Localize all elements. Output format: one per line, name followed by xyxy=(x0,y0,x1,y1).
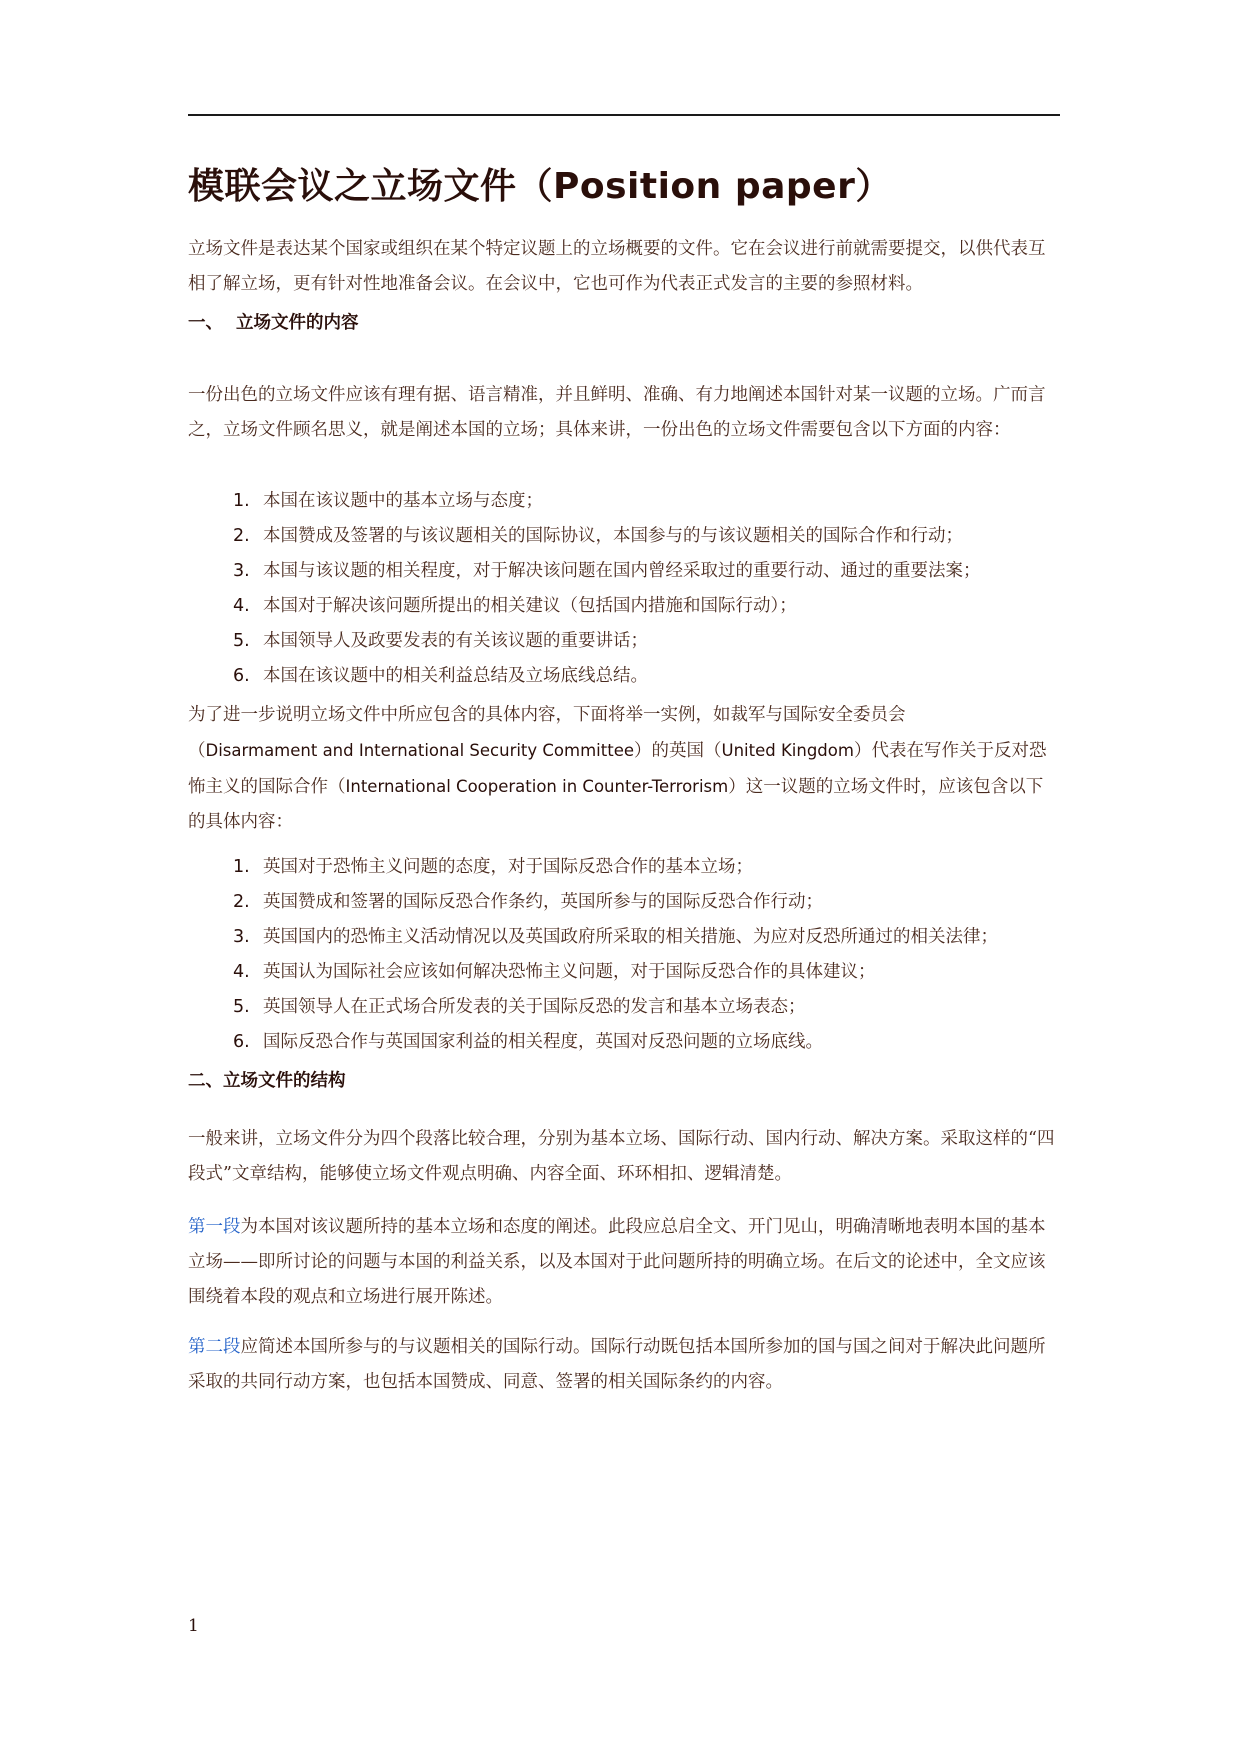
list-item: 2. 英国赞成和签署的国际反恐合作条约，英国所参与的国际反恐合作行动； xyxy=(233,892,823,912)
list-item: 4. 英国认为国际社会应该如何解决恐怖主义问题，对于国际反恐合作的具体建议； xyxy=(233,962,876,982)
first-paragraph-description: 第一段为本国对该议题所持的基本立场和态度的阐述。此段应总启全文、开门见山，明确清晰地表明本国的基本立场——即所讨论的问题与本国的利益关系，以及本国对于此问题所持的明确立场。在后文的论述中，全文应该围绕着本段的观点和立场进行展开陈述。 xyxy=(188,1217,1046,1307)
section-2-heading: 二、立场文件的结构 xyxy=(188,1071,346,1091)
header-rule xyxy=(188,114,1060,116)
list-item: 5. 英国领导人在正式场合所发表的关于国际反恐的发言和基本立场表态； xyxy=(233,997,806,1017)
highlight-second-paragraph: 第二段 xyxy=(188,1337,241,1357)
section-1-heading xyxy=(188,306,1060,341)
document-title: 模联会议之立场文件（Position paper） xyxy=(188,166,892,207)
section-1-number: 一、 xyxy=(188,313,223,333)
list-item: 6. 本国在该议题中的相关利益总结及立场底线总结。 xyxy=(233,666,648,686)
list-item: 6. 国际反恐合作与英国国家利益的相关程度，英国对反恐问题的立场底线。 xyxy=(233,1032,823,1052)
content-list xyxy=(233,484,1060,694)
list-item: 1. 本国在该议题中的基本立场与态度； xyxy=(233,491,543,511)
list-item: 3. 本国与该议题的相关程度，对于解决该问题在国内曾经采取过的重要行动、通过的重要法案； xyxy=(233,561,981,581)
intro-paragraph: 立场文件是表达某个国家或组织在某个特定议题上的立场概要的文件。它在会议进行前就需要提交，以供代表互相了解立场，更有针对性地准备会议。在会议中，它也可作为代表正式发言的主要的参照材料。 xyxy=(188,239,1046,294)
list-item: 4. 本国对于解决该问题所提出的相关建议（包括国内措施和国际行动）； xyxy=(233,596,797,616)
section-1-title: 立场文件的内容 xyxy=(236,313,359,333)
example-list xyxy=(233,850,1060,1060)
list-item: 5. 本国领导人及政要发表的有关该议题的重要讲话； xyxy=(233,631,648,651)
second-paragraph-description: 第二段应简述本国所参与的与议题相关的国际行动。国际行动既包括本国所参加的国与国之间对于解决此问题所采取的共同行动方案，也包括本国赞成、同意、签署的相关国际条约的内容。 xyxy=(188,1337,1046,1392)
section-1-paragraph: 一份出色的立场文件应该有理有据、语言精准，并且鲜明、准确、有力地阐述本国针对某一议题的立场。广而言之，立场文件顾名思义，就是阐述本国的立场；具体来讲，一份出色的立场文件需要包含以下方面的内容： xyxy=(188,385,1046,440)
highlight-first-paragraph: 第一段 xyxy=(188,1217,241,1237)
section-2-paragraph: 一般来讲，立场文件分为四个段落比较合理，分别为基本立场、国际行动、国内行动、解决方案。采取这样的“四段式”文章结构，能够使立场文件观点明确、内容全面、环环相扣、逻辑清楚。 xyxy=(188,1129,1055,1184)
page-number: 1 xyxy=(188,1616,199,1636)
example-paragraph: 为了进一步说明立场文件中所应包含的具体内容，下面将举一实例，如裁军与国际安全委员会 （Disarmament and International Security Committee）的英国（United Kingdom）代表在写作关于反对恐怖主义的国际合作（International Cooperation in Counter-Terrorism）这一议题的立场文件时，应该包含以下的具体内容： xyxy=(188,705,1047,832)
list-item: 3. 英国国内的恐怖主义活动情况以及英国政府所采取的相关措施、为应对反恐所通过的相关法律； xyxy=(233,927,998,947)
list-item: 2. 本国赞成及签署的与该议题相关的国际协议，本国参与的与该议题相关的国际合作和行动； xyxy=(233,526,963,546)
list-item: 1. 英国对于恐怖主义问题的态度，对于国际反恐合作的基本立场； xyxy=(233,857,753,877)
